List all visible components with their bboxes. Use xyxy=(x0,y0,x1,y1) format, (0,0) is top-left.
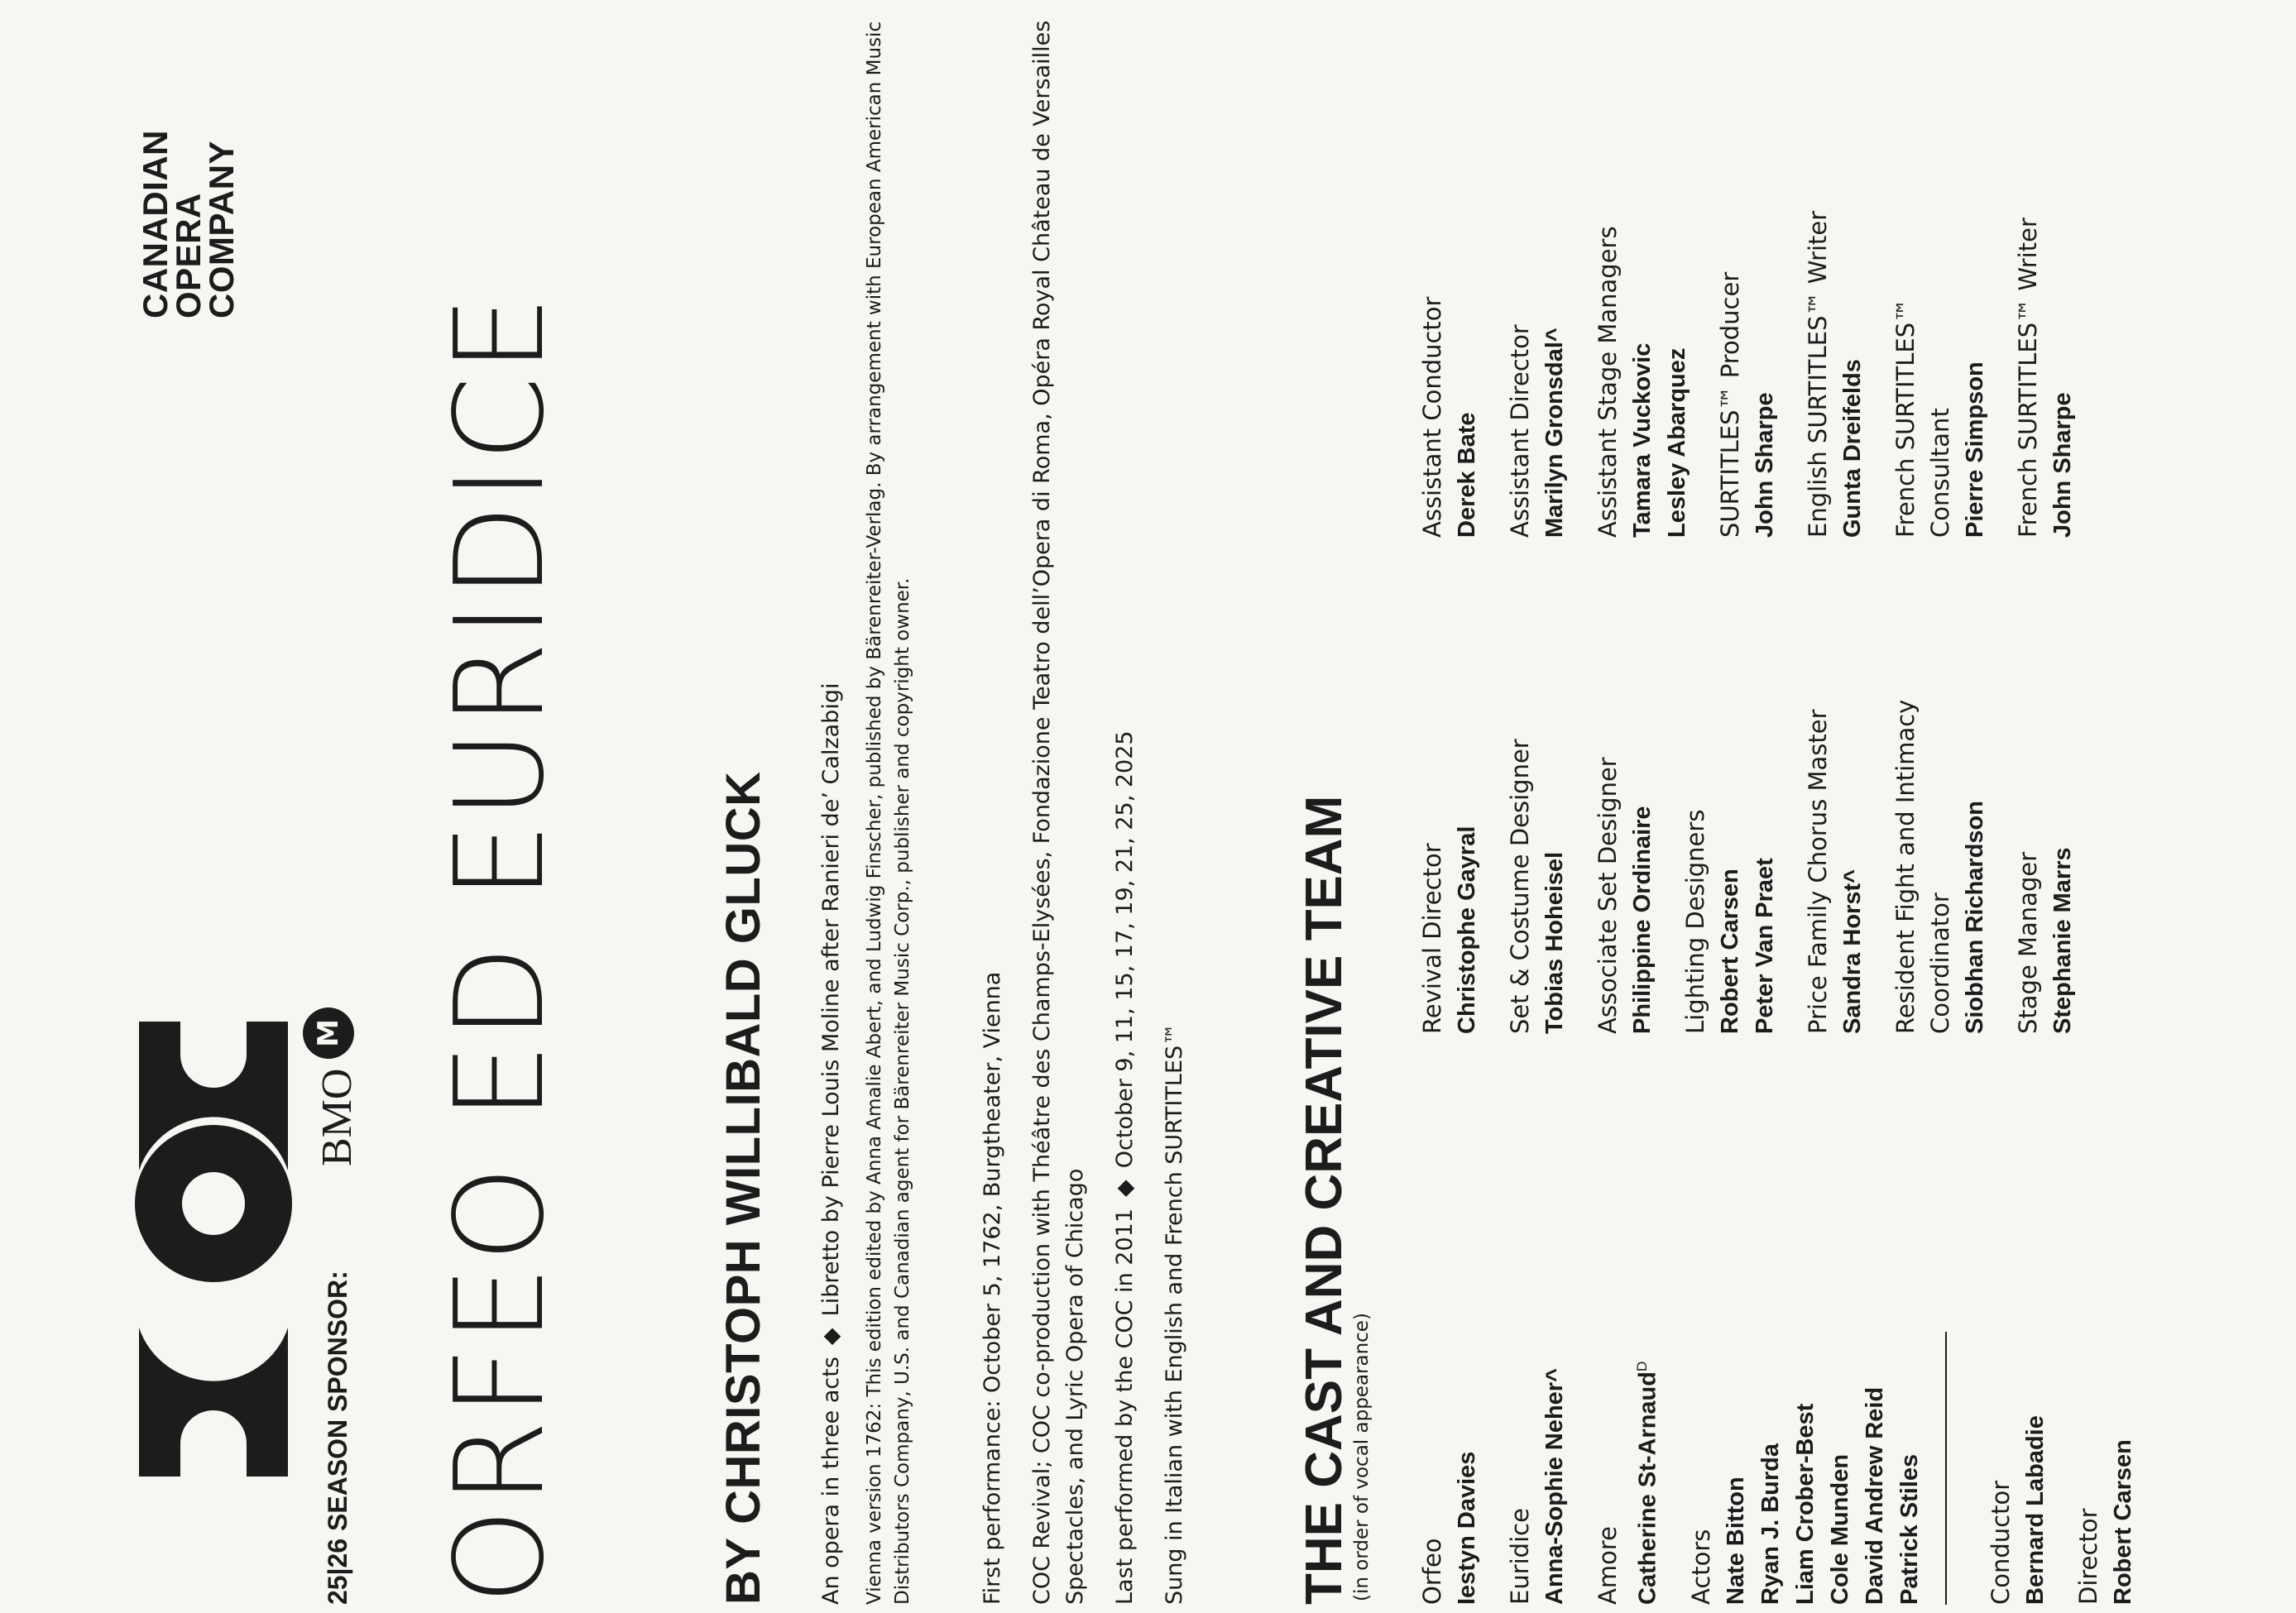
credit-entry xyxy=(1415,538,1484,1034)
credit-entry xyxy=(1415,1108,1484,1605)
person-name: Tamara Vuckovic xyxy=(1629,342,1656,538)
first-performance: First performance: October 5, 1762, Burgtheater, Vienna xyxy=(980,971,1005,1605)
credit-entry xyxy=(1415,41,1484,538)
production-team-list xyxy=(1415,41,2080,538)
company-name-line: COMPANY xyxy=(202,140,241,318)
cast-subheading: (in order of vocal appearance) xyxy=(1351,1313,1373,1601)
person-name: Peter Van Praet xyxy=(1752,858,1778,1034)
cast-list xyxy=(1415,1108,1927,1605)
diamond-separator-icon: ◆ xyxy=(1112,1180,1138,1197)
acts-text: An opera in three acts xyxy=(818,1357,844,1605)
person-name: Bernard Labadie xyxy=(2021,1415,2049,1605)
role-label: SURTITLES™ Producer xyxy=(1716,271,1744,538)
role-label: Actors xyxy=(1686,1529,1715,1605)
credit-entry xyxy=(1503,538,1572,1034)
company-name xyxy=(136,4,241,318)
person-name: Ryan J. Burda xyxy=(1757,1443,1784,1605)
credit-entry xyxy=(1983,1108,2053,1605)
cast-column-2 xyxy=(1415,538,2098,1034)
last-performed-text: Last performed by the COC in 2011 xyxy=(1112,1209,1138,1605)
performance-dates: October 9, 11, 15, 17, 19, 21, 25, 2025 xyxy=(1112,730,1138,1169)
role-label: Euridice xyxy=(1506,1508,1534,1605)
person-name: Gunta Dreifelds xyxy=(1839,359,1866,538)
diamond-separator-icon: ◆ xyxy=(818,1328,844,1346)
credit-entry xyxy=(1888,538,1992,1034)
role-label: Assistant Stage Managers xyxy=(1594,226,1622,538)
role-label: Resident Fight and Intimacy xyxy=(1891,699,1920,1034)
role-label: French SURTITLES™ Writer xyxy=(2014,218,2042,538)
person-name: Lesley Abarquez xyxy=(1664,347,1690,538)
footnote-mark: D xyxy=(1634,1361,1650,1372)
person-name: Siobhan Richardson xyxy=(1962,801,1988,1034)
person-name: Nate Bitton xyxy=(1722,1477,1749,1605)
language-note: Sung in Italian with English and French SURTITLES™ xyxy=(1162,1022,1187,1605)
creative-team-list xyxy=(1415,538,2080,1034)
person-name: Philippine Ordinaire xyxy=(1629,806,1656,1034)
role-label: Revival Director xyxy=(1418,843,1446,1034)
credit-entry xyxy=(1800,538,1870,1034)
person-name: John Sharpe xyxy=(2049,392,2076,538)
credit-entry xyxy=(1503,41,1572,538)
composer-heading: BY CHRISTOPH WILLIBALD GLUCK xyxy=(717,771,770,1605)
role-label: Assistant Director xyxy=(1506,324,1534,538)
person-name: Liam Crober-Best xyxy=(1791,1403,1819,1605)
person-name: Derek Bate xyxy=(1454,412,1480,538)
coc-logo xyxy=(131,327,296,1477)
role-label: Coordinator xyxy=(1926,893,1954,1034)
person-name: Tobias Hoheisel xyxy=(1541,851,1568,1034)
role-label: Set & Costume Designer xyxy=(1506,739,1534,1034)
opera-title: ORFEO ED EURIDICE xyxy=(429,292,571,1605)
credit-entry xyxy=(2011,538,2080,1034)
role-label: Consultant xyxy=(1926,408,1954,538)
season-sponsor-label: 25|26 SEASON SPONSOR: xyxy=(323,1271,352,1605)
edition-note: Vienna version 1762: This edition edited by Anna Amalie Abert, and Ludwig Finscher, published by Bärenreiter-Verlag. By arrangement with European American Music Distributors Company, U.S. and Canadian agent for Bärenreiter Music Corp., publisher and copyright owner. xyxy=(864,21,913,1605)
cast-column-1 xyxy=(1415,1108,2159,1605)
credit-entry xyxy=(1800,41,1870,538)
opera-summary-line xyxy=(815,17,848,1605)
libretto-text: Libretto by Pierre Louis Moline after Ranieri de’ Calzabigi xyxy=(818,682,844,1317)
divider-rule xyxy=(1945,1332,1947,1605)
coproduction-note: COC Revival; COC co-production with Théâtre des Champs-Elysées, Fondazione Teatro dell’Opera di Roma, Opéra Royal Château de Versailles Spectacles, and Lyric Opera of Chicago xyxy=(1029,20,1088,1605)
person-name: Robert Carsen xyxy=(1717,869,1743,1034)
role-label: Orfeo xyxy=(1418,1538,1446,1605)
cast-column-3 xyxy=(1415,41,2098,538)
credit-entry xyxy=(1590,538,1660,1034)
credit-entry xyxy=(2071,1108,2140,1605)
role-label: Stage Manager xyxy=(2014,851,2042,1034)
sponsor-name: BMO xyxy=(314,1068,361,1166)
role-label: Price Family Chorus Master xyxy=(1804,709,1832,1034)
credit-entry xyxy=(1713,41,1782,538)
person-name: Sandra Horst^ xyxy=(1839,869,1866,1034)
credit-entry xyxy=(1590,1108,1666,1605)
person-name: Catherine St-Arnaud$^D$ xyxy=(1634,1361,1661,1605)
logo-mark-left xyxy=(139,1328,288,1477)
person-name: Robert Carsen xyxy=(2109,1439,2136,1605)
credit-entry xyxy=(1678,538,1782,1034)
person-name: Pierre Simpson xyxy=(1962,361,1988,538)
credit-entry xyxy=(1503,1108,1572,1605)
person-name: Stephanie Marrs xyxy=(2049,847,2076,1034)
role-label: English SURTITLES™ Writer xyxy=(1804,210,1832,538)
cast-heading: THE CAST AND CREATIVE TEAM xyxy=(1296,795,1353,1605)
role-label: Amore xyxy=(1594,1526,1622,1605)
credit-entry xyxy=(2011,41,2080,538)
role-label: Assistant Conductor xyxy=(1418,296,1446,538)
role-label: Conductor xyxy=(1986,1480,2015,1605)
company-name-line: CANADIAN xyxy=(136,130,175,318)
company-name-line: OPERA xyxy=(169,193,208,318)
person-name: David Andrew Reid xyxy=(1861,1386,1888,1605)
person-name: John Sharpe xyxy=(1752,392,1778,538)
person-name: Anna-Sophie Neher^ xyxy=(1541,1367,1568,1605)
role-label: Associate Set Designer xyxy=(1594,757,1622,1034)
role-label: Director xyxy=(2073,1508,2102,1605)
leadership-list xyxy=(1983,1108,2140,1605)
credit-entry xyxy=(1684,1108,1927,1605)
role-label: French SURTITLES™ xyxy=(1891,298,1920,538)
credit-entry xyxy=(1888,41,1992,538)
person-name: Cole Munden xyxy=(1826,1453,1853,1605)
performance-history xyxy=(1109,17,1142,1605)
credit-entry xyxy=(1590,41,1694,538)
role-label: Lighting Designers xyxy=(1681,809,1709,1034)
person-name: Marilyn Gronsdal^ xyxy=(1541,328,1568,538)
person-name: Iestyn Davies xyxy=(1454,1451,1480,1605)
person-name: Christophe Gayral xyxy=(1454,826,1480,1034)
bmo-roundel-icon: M xyxy=(303,1008,354,1059)
person-name: Patrick Stiles xyxy=(1896,1453,1923,1605)
